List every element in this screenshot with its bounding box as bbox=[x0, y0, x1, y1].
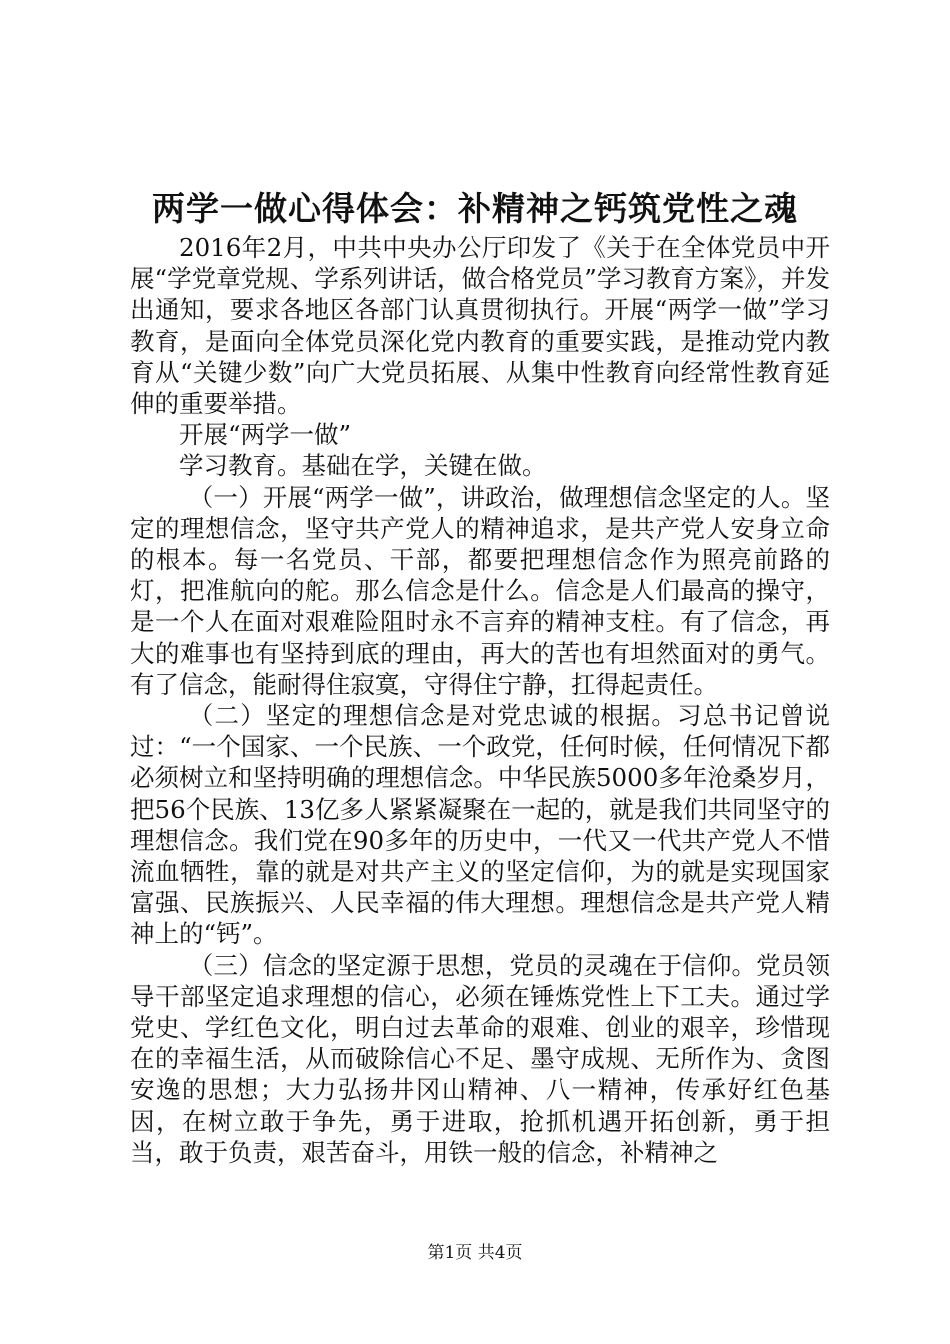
document-title: 两学一做心得体会：补精神之钙筑党性之魂 bbox=[152, 189, 798, 228]
document-body bbox=[130, 232, 830, 1168]
paragraph-intro: 2016年2月，中共中央办公厅印发了《关于在全体党员中开展“学党章党规、学系列讲话，做合格党员”学习教育方案》，并发出通知，要求各地区各部门认真贯彻执行。开展“两学一做”学习教育，是面向全体党员深化党内教育的重要实践，是推动党内教育从“关键少数”向广大党员拓展、从集中性教育向经常性教育延伸的重要举措。 bbox=[130, 233, 830, 419]
paragraph-heading-line: 开展“两学一做” bbox=[179, 420, 352, 450]
paragraph-section-2: （二）坚定的理想信念是对党忠诚的根据。习总书记曾说过：“一个国家、一个民族、一个政党，任何时候，任何情况下都必须树立和坚持明确的理想信念。中华民族5000多年沧桑岁月，把56个民族、13亿多人紧紧凝聚在一起的，就是我们共同坚守的理想信念。我们党在90多年的历史中，一代又一代共产党人不惜流血牺牲，靠的就是对共产主义的坚定信仰，为的就是实现国家富强、民族振兴、人民幸福的伟大理想。理想信念是共产党人精神上的“钙”。 bbox=[130, 701, 830, 949]
page-footer: 第1页 共4页 bbox=[427, 1243, 523, 1263]
paragraph-basis: 学习教育。基础在学，关键在做。 bbox=[179, 451, 547, 481]
paragraph-section-1: （一）开展“两学一做”，讲政治，做理想信念坚定的人。坚定的理想信念，坚守共产党人的精神追求，是共产党人安身立命的根本。每一名党员、干部，都要把理想信念作为照亮前路的灯，把准航向的舵。那么信念是什么。信念是人们最高的操守，是一个人在面对艰难险阻时永不言弃的精神支柱。有了信念，再大的难事也有坚持到底的理由，再大的苦也有坦然面对的勇气。有了信念，能耐得住寂寞，守得住宁静，扛得起责任。 bbox=[130, 482, 830, 699]
paragraph-section-3: （三）信念的坚定源于思想，党员的灵魂在于信仰。党员领导干部坚定追求理想的信心，必须在锤炼党性上下工夫。通过学党史、学红色文化，明白过去革命的艰难、创业的艰辛，珍惜现在的幸福生活，从而破除信心不足、墨守成规、无所作为、贪图安逸的思想；大力弘扬井冈山精神、八一精神，传承好红色基因，在树立敢于争先，勇于进取，抢抓机遇开拓创新，勇于担当，敢于负责，艰苦奋斗，用铁一般的信念，补精神之 bbox=[130, 950, 830, 1167]
